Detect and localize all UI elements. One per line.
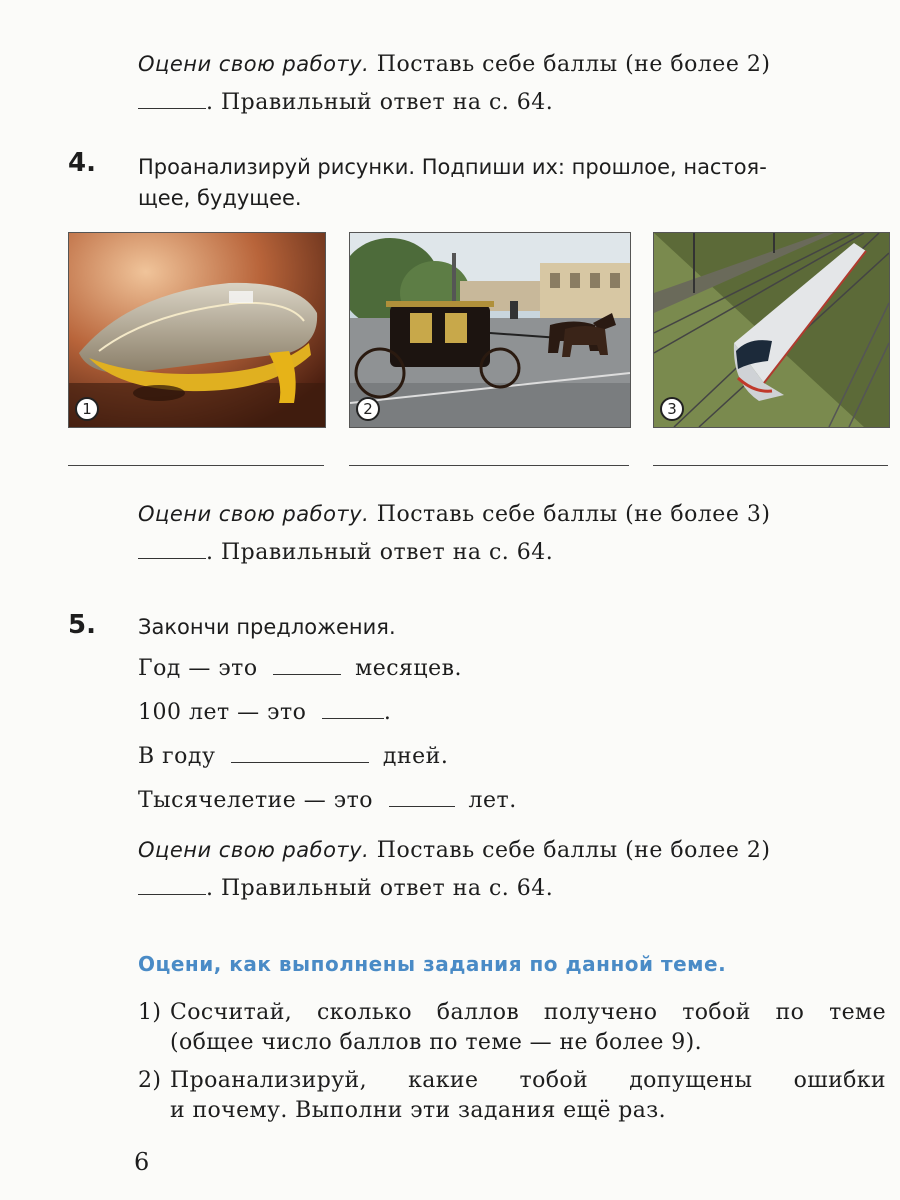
eval-1-line-2 (138, 90, 553, 115)
picture-1 (68, 232, 326, 428)
summary-item-2-line-1: Проанализируй, какие тобой допущены ошибки (170, 1068, 886, 1093)
eval-1-answer: . Правильный ответ на с. 64. (206, 90, 554, 115)
picture-1-badge: 1 (75, 397, 99, 421)
eval-3-rest: Поставь себе баллы (не более 2) (376, 838, 771, 863)
summary-heading: Оцени, как выполнены задания по данной теме. (138, 952, 727, 976)
sentence-2 (138, 700, 391, 725)
futuristic-car-image (69, 233, 325, 427)
task-4-text-line-2: щее, будущее. (138, 186, 302, 210)
sentence-2-blank[interactable] (322, 700, 384, 719)
sentence-3-after: дней. (382, 744, 449, 769)
sentence-1 (138, 656, 462, 681)
eval-1-italic: Оцени свою работу. (138, 52, 370, 76)
picture-2 (349, 232, 631, 428)
eval-3-line-1 (138, 838, 770, 863)
picture-3-badge: 3 (660, 397, 684, 421)
eval-3-score-blank[interactable] (138, 876, 206, 895)
sentence-4-before: Тысячелетие — это (138, 788, 374, 813)
eval-1-score-blank[interactable] (138, 90, 206, 109)
page-number: 6 (134, 1148, 150, 1176)
sentence-2-before: 100 лет — это (138, 700, 307, 725)
sentence-1-after: месяцев. (355, 656, 462, 681)
eval-2-line-1 (138, 502, 770, 527)
sentence-3 (138, 744, 448, 769)
picture-2-badge: 2 (356, 397, 380, 421)
eval-2-italic: Оцени свою работу. (138, 502, 370, 526)
eval-2-line-2 (138, 540, 553, 565)
sentence-3-before: В году (138, 744, 216, 769)
picture-2-caption-line[interactable] (349, 464, 629, 466)
picture-3 (653, 232, 890, 428)
sentence-4 (138, 788, 517, 813)
sentence-4-blank[interactable] (389, 788, 455, 807)
eval-2-rest: Поставь себе баллы (не более 3) (376, 502, 771, 527)
summary-item-2-line-2: и почему. Выполни эти задания ещё раз. (170, 1098, 667, 1123)
sentence-2-after: . (383, 700, 392, 725)
high-speed-train-image (654, 233, 889, 427)
eval-3-line-2 (138, 876, 553, 901)
task-5-text: Закончи предложения. (138, 615, 396, 639)
eval-1-line-1 (138, 52, 770, 77)
picture-1-caption-line[interactable] (68, 464, 324, 466)
summary-item-1-num: 1) (138, 1000, 162, 1025)
summary-item-2-num: 2) (138, 1068, 162, 1093)
task-4-text (138, 152, 767, 214)
task-4-text-line-1: Проанализируй рисунки. Подпиши их: прошлое, настоя- (138, 155, 767, 179)
horse-carriage-image (350, 233, 630, 427)
summary-item-1-line-1: Сосчитай, сколько баллов получено тобой по теме (170, 1000, 886, 1025)
summary-item-1 (138, 998, 886, 1058)
picture-3-caption-line[interactable] (653, 464, 888, 466)
sentence-3-blank[interactable] (231, 744, 369, 763)
summary-item-1-line-2: (общее число баллов по теме — не более 9). (170, 1030, 702, 1055)
eval-1-rest: Поставь себе баллы (не более 2) (376, 52, 771, 77)
sentence-1-before: Год — это (138, 656, 258, 681)
summary-item-2 (138, 1066, 886, 1126)
eval-3-answer: . Правильный ответ на с. 64. (206, 876, 554, 901)
eval-2-score-blank[interactable] (138, 540, 206, 559)
task-5-number: 5. (68, 610, 96, 640)
task-4-number: 4. (68, 148, 96, 178)
sentence-4-after: лет. (468, 788, 517, 813)
sentence-1-blank[interactable] (273, 656, 341, 675)
eval-2-answer: . Правильный ответ на с. 64. (206, 540, 554, 565)
eval-3-italic: Оцени свою работу. (138, 838, 370, 862)
